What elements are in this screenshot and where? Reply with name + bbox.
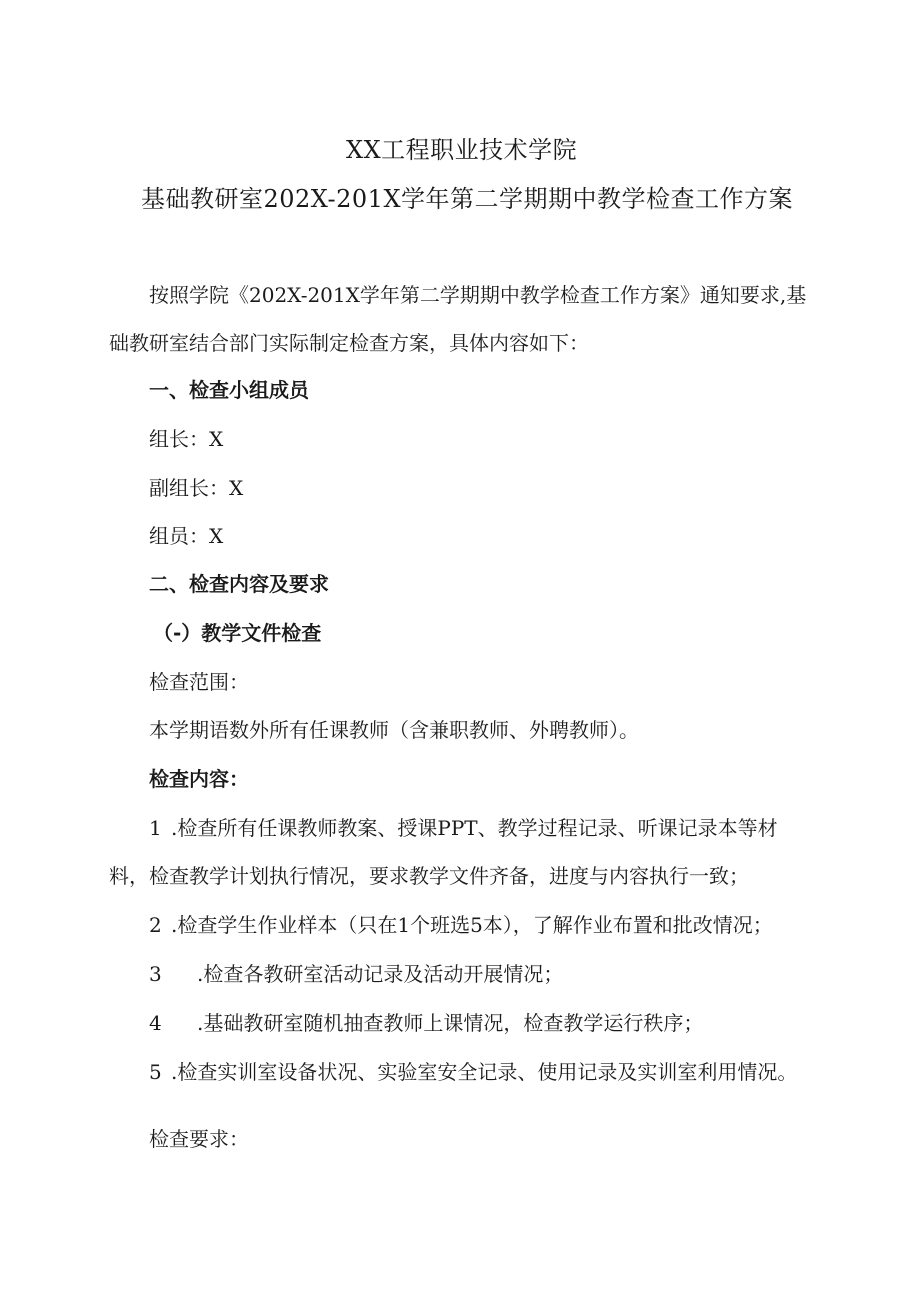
content-item-number: 3 — [149, 962, 162, 986]
requirement-label: 检查要求： — [149, 1127, 249, 1151]
content-item-number: 1 — [149, 816, 162, 840]
content-item-1-continued — [109, 862, 749, 890]
group-deputy-leader: 副组长：X — [149, 476, 244, 500]
section2-heading: 二、检查内容及要求 — [149, 572, 329, 596]
document-title-line2: 基础教研室202X-201X学年第二学期期中教学检查工作方案 — [141, 185, 794, 213]
content-item-number: 4 — [149, 1011, 162, 1035]
content-item-text: .检查所有任课教师教案、授课PPT、教学过程记录、听课记录本等材 — [171, 816, 778, 840]
group-leader: 组长：X — [149, 427, 224, 451]
content-item-4 — [149, 1009, 703, 1037]
content-item-2 — [149, 911, 773, 939]
content-label: 检查内容： — [149, 767, 249, 791]
content-item-1 — [149, 814, 778, 842]
content-item-text: .检查学生作业样本（只在1个班选5本），了解作业布置和批改情况； — [171, 913, 773, 937]
group-members: 组员：X — [149, 524, 224, 548]
intro-paragraph-line2: 础教研室结合部门实际制定检查方案，具体内容如下： — [109, 331, 589, 355]
content-item-number: 5 — [149, 1060, 162, 1084]
section1-heading: 一、检查小组成员 — [149, 378, 309, 402]
content-item-text: .检查实训室设备状况、实验室安全记录、使用记录及实训室利用情况。 — [171, 1060, 798, 1084]
intro-paragraph-line1: 按照学院《202X-201X学年第二学期期中教学检查工作方案》通知要求,基 — [149, 283, 807, 307]
content-item-5 — [149, 1058, 797, 1086]
content-item-number: 2 — [149, 913, 162, 937]
content-item-text: .基础教研室随机抽查教师上课情况，检查教学运行秩序； — [197, 1011, 704, 1035]
scope-label: 检查范围： — [149, 670, 249, 694]
subsection1-heading: （-）教学文件检查 — [153, 621, 322, 645]
content-item-text: 料，检查教学计划执行情况，要求教学文件齐备，进度与内容执行一致； — [109, 864, 749, 888]
scope-text: 本学期语数外所有任课教师（含兼职教师、外聘教师）。 — [149, 718, 639, 742]
document-title-line1: XX工程职业技术学院 — [346, 136, 578, 164]
content-item-3 — [149, 960, 563, 988]
content-item-text: .检查各教研室活动记录及活动开展情况； — [197, 962, 564, 986]
